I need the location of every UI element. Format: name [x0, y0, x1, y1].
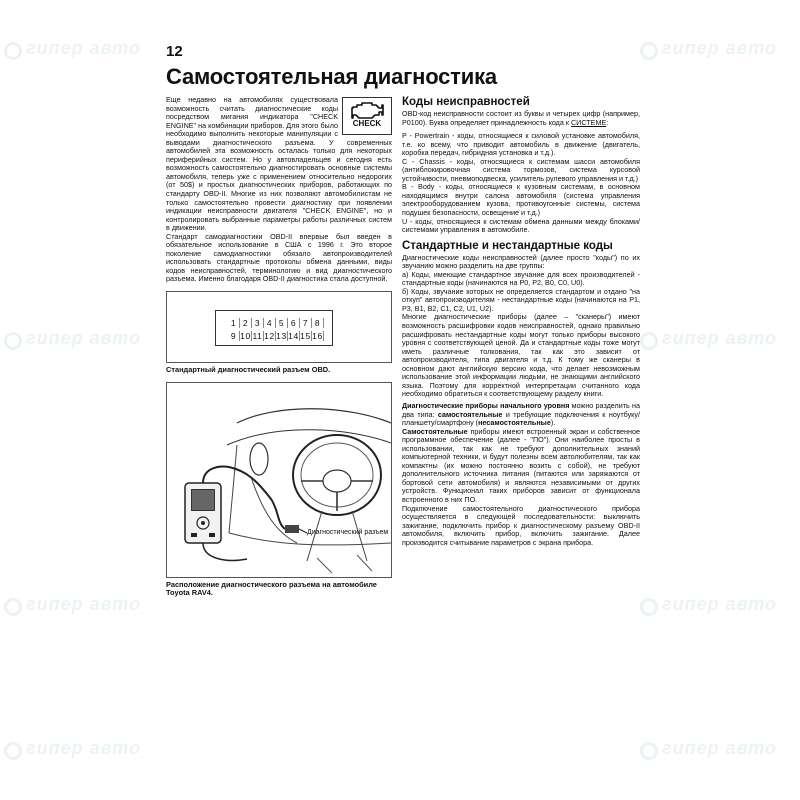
page-number: 12 [166, 43, 183, 60]
watermark-logo-icon [4, 42, 22, 60]
obd-standard-paragraph: Стандарт самодиагностики OBD-II впервые был введен в обязательное использование в США с 1996 г. Это второе поколение самодиагностики обязало автопроизводителей использовать стандартные протоколы обмена данными, виды кодов неисправностей, терминологию и вид диагностического разъема. Именно благодаря OBD-II диагностика стала доступной. [166, 231, 392, 284]
devices-types-bold: Диагностические приборы начального уровня [402, 400, 570, 410]
self-contained-text: приборы имеют встроенный экран и собственное программное обеспечение (далее - "ПО"). Они наиболее просты в использовании, так как не требуют дополнительных знаний компьютерной техники, и будут полезны всем автолюбителям, так как компактны (их можно постоянно возить с собой), не требуют дополнительного источника питания (питаются или заряжаются от бортовой сети автомобиля) и являются независимыми от других устройств. Функционал таких приборов зависит от функционала встроенного в них ПО. [402, 426, 640, 504]
watermark-text: гипер авто [662, 594, 778, 614]
standard-codes-intro: Диагностические коды неисправностей (далее просто "коды") по их звучанию можно разделить на две группы: [402, 252, 640, 271]
codes-intro-text: OBD-код неисправности состоит из буквы и четырех цифр (например, P0100). Буква определяет принадлежность кода к [402, 109, 640, 127]
connection-paragraph: Подключение самостоятельного диагностического прибора осуществляется в следующей последовательности: выключить зажигание, подключить прибор к диагностическому разъему OBD-II автомобиля, включить прибор, включить зажигание. Далее производится считывание параметров с экрана прибора. [402, 503, 640, 547]
check-engine-icon [350, 101, 384, 119]
section-heading-fault-codes: Коды неисправностей [402, 96, 530, 108]
connector-pin-row-top [228, 318, 324, 328]
check-engine-label: CHECK [352, 119, 382, 128]
connector-pin: 16 [312, 331, 323, 342]
self-contained-paragraph [402, 428, 640, 505]
watermark-text: гипер авто [662, 738, 778, 758]
watermark-logo-icon [640, 598, 658, 616]
watermark-logo-icon [640, 42, 658, 60]
connector-pin: 11 [252, 331, 263, 342]
right-column [402, 96, 640, 547]
watermark-text: гипер авто [26, 594, 142, 614]
watermark-text: гипер авто [26, 738, 142, 758]
check-engine-indicator [342, 97, 392, 135]
devices-self-bold: самостоятельные [437, 409, 503, 419]
connector-pin: 3 [252, 318, 264, 328]
self-contained-bold: Самостоятельные [402, 426, 468, 436]
standard-codes-item-a: а) Коды, имеющие стандартное звучание для всех производителей - стандартные коды (начинаются на P0, P2, B0, C0, U0). [402, 269, 640, 288]
watermark-logo-icon [4, 742, 22, 760]
watermark-text: гипер авто [662, 38, 778, 58]
section-heading-standard-codes: Стандартные и нестандартные коды [402, 239, 613, 252]
devices-types-paragraph [402, 402, 640, 428]
code-c-chassis: C - Chassis - коды, относящиеся к системам шасси автомобиля (антиблокировочная система тормозов, система курсовой устойчивости, пневмоподвеска, усилитель рулевого управления и т.д.) [402, 156, 640, 183]
watermark-text: гипер авто [26, 38, 142, 58]
left-column [166, 96, 392, 598]
watermark-logo-icon [4, 332, 22, 350]
connector-pin: 7 [300, 318, 312, 328]
connector-pin: 4 [264, 318, 276, 328]
watermark-logo-icon [640, 332, 658, 350]
standard-codes-item-b: б) Коды, звучание которых не определяется стандартом и отдано "на откуп" автопроизводителям - нестандартные коды (начинаются на P1, P3, B1, B2, C1, C2, U1, U2). [402, 286, 640, 313]
connector-pin: 13 [276, 331, 287, 342]
code-p-powertrain: P - Powertrain - коды, относящиеся к силовой установке автомобиля, т.е. ко всему, что приводит автомобиль в движение (двигатель, коробка передач, гибридная установка и т.д.). [402, 131, 640, 158]
intro-paragraph: Еще недавно на автомобилях существовала возможность считать диагностические коды посредством мигания индикатора "CHECK ENGINE" на комбинации приборов. Для этого было необходимо выполнить некоторые манипуляции с выводами диагностического разъема. У современных автомобилей эта возможность осталась только для некоторых периферийных систем. Но у автовладельцев и сегодня есть возможность самостоятельно диагностировать основные системы автомобиля, теперь уже с применением относительно недорогих (от 50$) и простых диагностических приборов, работающих по стандарту OBD-II. Многие из них позволяют автомобилистам не только самостоятельно провести диагностику при появлении индикации неисправности двигателя "CHECK ENGINE", но и контролировать выбранные параметры работы различных систем в движении. [166, 95, 392, 233]
devices-types-text-3: ). [550, 418, 556, 428]
connector-location-figure [166, 382, 392, 578]
devices-types-text-2: и требующие подключения к ноутбуку/планшету/смартфону ( [402, 409, 640, 428]
code-u-network: U - коды, относящиеся к системам обмена данными между блоками/системами управления в автомобиле. [402, 216, 640, 235]
connector-pin: 14 [288, 331, 299, 342]
connector-pin: 10 [240, 331, 251, 342]
connector-pin: 2 [240, 318, 252, 328]
watermark-logo-icon [4, 598, 22, 616]
connector-pin-row-bottom [228, 331, 324, 341]
page-title: Самостоятельная диагностика [166, 64, 497, 89]
watermark-text: гипер авто [26, 328, 142, 348]
connector-pin: 15 [300, 331, 311, 342]
codes-intro-paragraph [402, 110, 640, 127]
obd-connector-figure [166, 291, 392, 363]
codes-intro-colon: : [606, 117, 609, 127]
figure-caption-location: Расположение диагностического разъема на автомобиле Toyota RAV4. [166, 579, 377, 598]
connector-pin: 6 [288, 318, 300, 328]
connector-pin: 12 [264, 331, 275, 342]
codes-intro-system: СИСТЕМЕ [570, 117, 607, 127]
connector-pin: 8 [312, 318, 324, 328]
connector-pin: 9 [228, 331, 240, 341]
connector-pin: 5 [276, 318, 288, 328]
diagnostic-connector-label: Диагностический разъем [307, 528, 389, 536]
figure-caption-connector: Стандартный диагностический разъем OBD. [166, 365, 331, 375]
watermark-logo-icon [640, 742, 658, 760]
watermark-text: гипер авто [662, 328, 778, 348]
scanners-paragraph: Многие диагностические приборы (далее – "сканеры") имеют возможность расшифровки кодов неисправностей, однако правильно расшифровать нестандартные коды могут только приборы высокого уровня с соответствующей ценой. Да и стандартные коды тоже могут иметь различные толкования, так как это зависит от автопроизводителя, типа двигателя и т.д. К тому же сканеры в основном дают английскую версию кода, что делает невозможным использование этой информации людьми, не знающими английского языка. Поэтому для корректной интерпретации считанного кода необходимо обратиться к соответствующему разделу книги. [402, 312, 640, 399]
connector-pin: 1 [228, 318, 240, 328]
devices-types-text: можно разделить на два типа: [402, 400, 640, 419]
devices-nonself-bold: несамостоятельные [478, 418, 551, 428]
obd-connector-diagram [215, 310, 333, 346]
dashboard-illustration [167, 383, 391, 577]
code-b-body: B - Body - коды, относящиеся к кузовным системам, в основном находящимся внутри салона автомобиля (система управления электрооборудованием кузова, противоугонные системы, система подушек безопасности, освещение и т.д.) [402, 182, 640, 218]
